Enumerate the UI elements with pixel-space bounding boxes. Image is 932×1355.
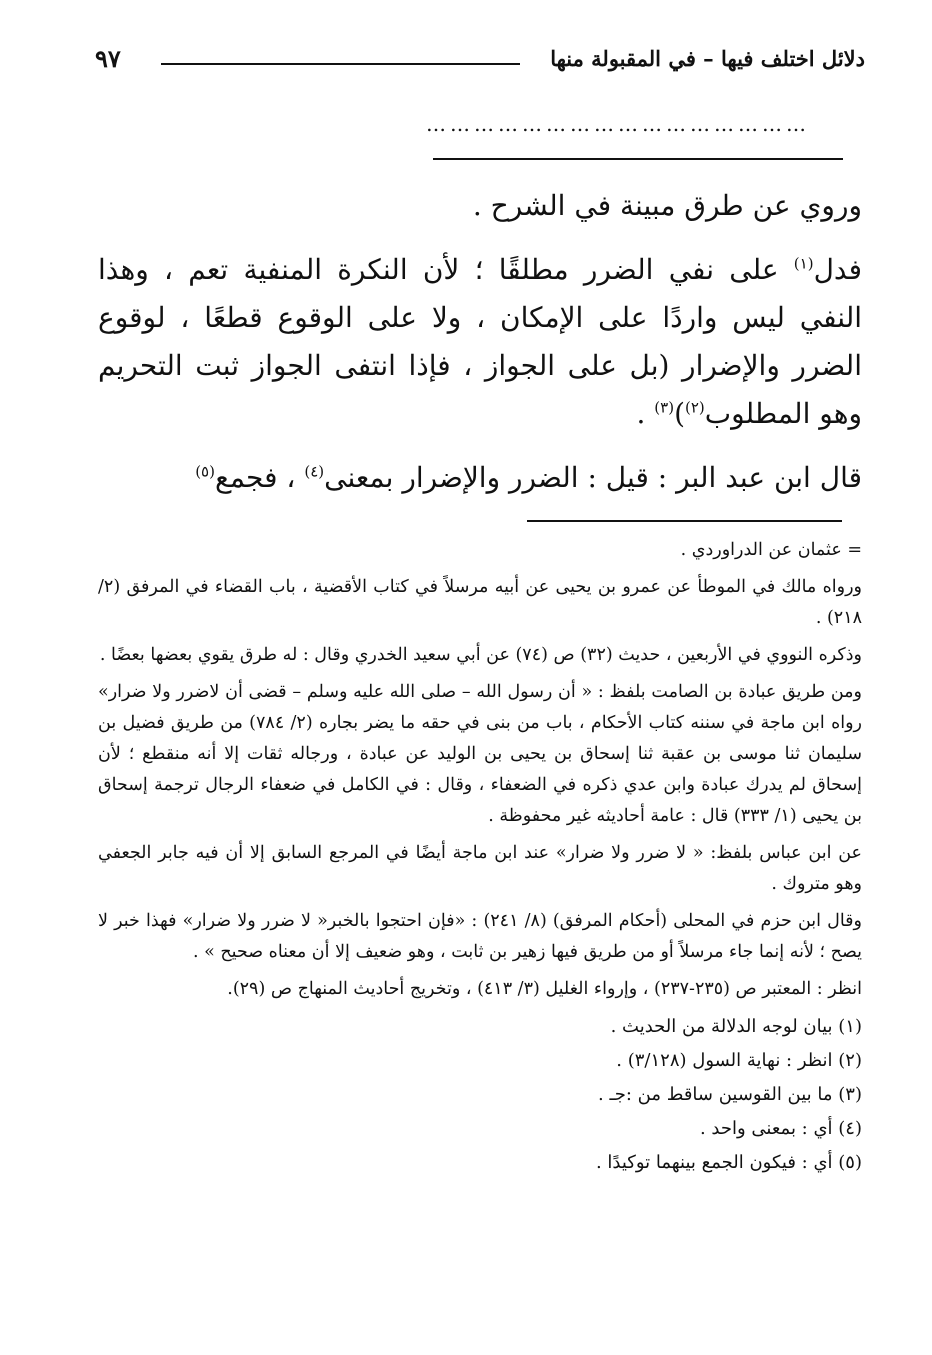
footnote-paragraph: ومن طريق عبادة بن الصامت بلفظ : « أن رسول الله – صلى الله عليه وسلم – قضى أن لاضرر ولا ضرار» رواه ابن ماجة في سننه كتاب الأحكام ، باب من بنى في حقه ما يضر بجاره (٢/ ٧٨٤) من طريق فضيل بن سليمان ثنا موسى بن عقبة ثنا إسحاق بن يحيى بن الوليد عن عبادة ، ورجاله ثقات إلا أنه منقطع ؛ لأن إسحاق لم يدرك عبادة وابن عدي ذكره في الضعفاء ، وقال : في الكامل في ضعفاء الرجال ترجمة إسحاق بن يحيى (١/ ٣٣٣) قال : عامة أحاديثه غير محفوظة . [98, 682, 863, 826]
dotted-line: ………………………………………… [426, 112, 810, 136]
text-run: قال ابن عبد البر : قيل : الضرر والإضرار بمعنى [324, 461, 862, 494]
note-1: (١) بيان لوجه الدلالة من الحديث . [610, 1016, 862, 1037]
footnote-ref-5: (٥) [195, 462, 215, 481]
footnote-paragraph: عن ابن عباس بلفظ: « لا ضرر ولا ضرار» عند ابن ماجة أيضًا في المرجع السابق إلا أن فيه جابر الجعفي وهو متروك . [98, 843, 862, 894]
footnote-continuation: = عثمان عن الدراوردي . [680, 540, 862, 560]
note-4: (٤) أي : بمعنى واحد . [699, 1118, 862, 1139]
text-run: . [636, 397, 655, 430]
footnote-paragraph: ورواه مالك في الموطأ عن عمرو بن يحيى عن أبيه مرسلاً في كتاب الأقضية ، باب القضاء في المرفق (٢/ ٢١٨) . [98, 577, 862, 628]
footnote-ref-1: (١) [793, 254, 814, 273]
text-run: ) [674, 397, 685, 430]
note-2: (٢) انظر : نهاية السول (٣/١٢٨) . [616, 1050, 862, 1071]
footnotes [98, 535, 862, 1181]
footnote-paragraph: وذكره النووي في الأربعين ، حديث (٣٢) ص (٧٤) عن أبي سعيد الخدري وقال : له طرق يقوي بعضها بعضًا . [99, 645, 862, 665]
header-rule [161, 63, 520, 65]
text-run: فدل [813, 253, 862, 286]
main-text [98, 182, 862, 502]
page-number: ٩٧ [95, 43, 121, 73]
note-3: (٣) ما بين القوسين ساقط من :جـ . [598, 1084, 862, 1105]
running-title: دلائل اختلف فيها – في المقبولة منها [550, 45, 865, 71]
section-rule [433, 158, 843, 160]
text-run: ، فجمع [214, 461, 305, 494]
footnote-ref-4: (٤) [304, 462, 325, 481]
footnote-paragraph: انظر : المعتبر ص (٢٣٥-٢٣٧) ، وإرواء الغليل (٣/ ٤١٣) ، وتخريج أحاديث المنهاج ص (٢٩). [227, 979, 862, 999]
footnote-paragraph: وقال ابن حزم في المحلى (أحكام المرفق) (٨/ ٢٤١) : «فإن احتجوا بالخبر« لا ضرر ولا ضرار» فهذا خبر لا يصح ؛ لأنه إنما جاء مرسلاً أو من طريق فيها زهير بن ثابت ، وهو ضعيف إلا أن معناه صحيح » . [98, 911, 862, 962]
footnote-ref-3: (٣) [654, 398, 675, 417]
numbered-notes [98, 1011, 862, 1179]
note-5: (٥) أي : فيكون الجمع بينهما توكيدًا . [595, 1152, 862, 1173]
paragraph-1: وروي عن طرق مبينة في الشرح . [472, 189, 862, 222]
text-run: على نفي الضرر مطلقًا ؛ لأن النكرة المنفية تعم ، وهذا النفي ليس واردًا على الإمكان ، ولا على الوقوع قطعًا ، لوقوع الضرر والإضرار (بل على الجواز ، فإذا انتفى الجواز ثبت التحريم وهو المطلوب [98, 253, 862, 430]
paragraph-2 [98, 246, 862, 438]
footnote-separator [527, 520, 842, 522]
footnote-ref-2: (٢) [685, 398, 705, 417]
paragraph-3 [98, 454, 862, 502]
page-header [95, 38, 865, 78]
